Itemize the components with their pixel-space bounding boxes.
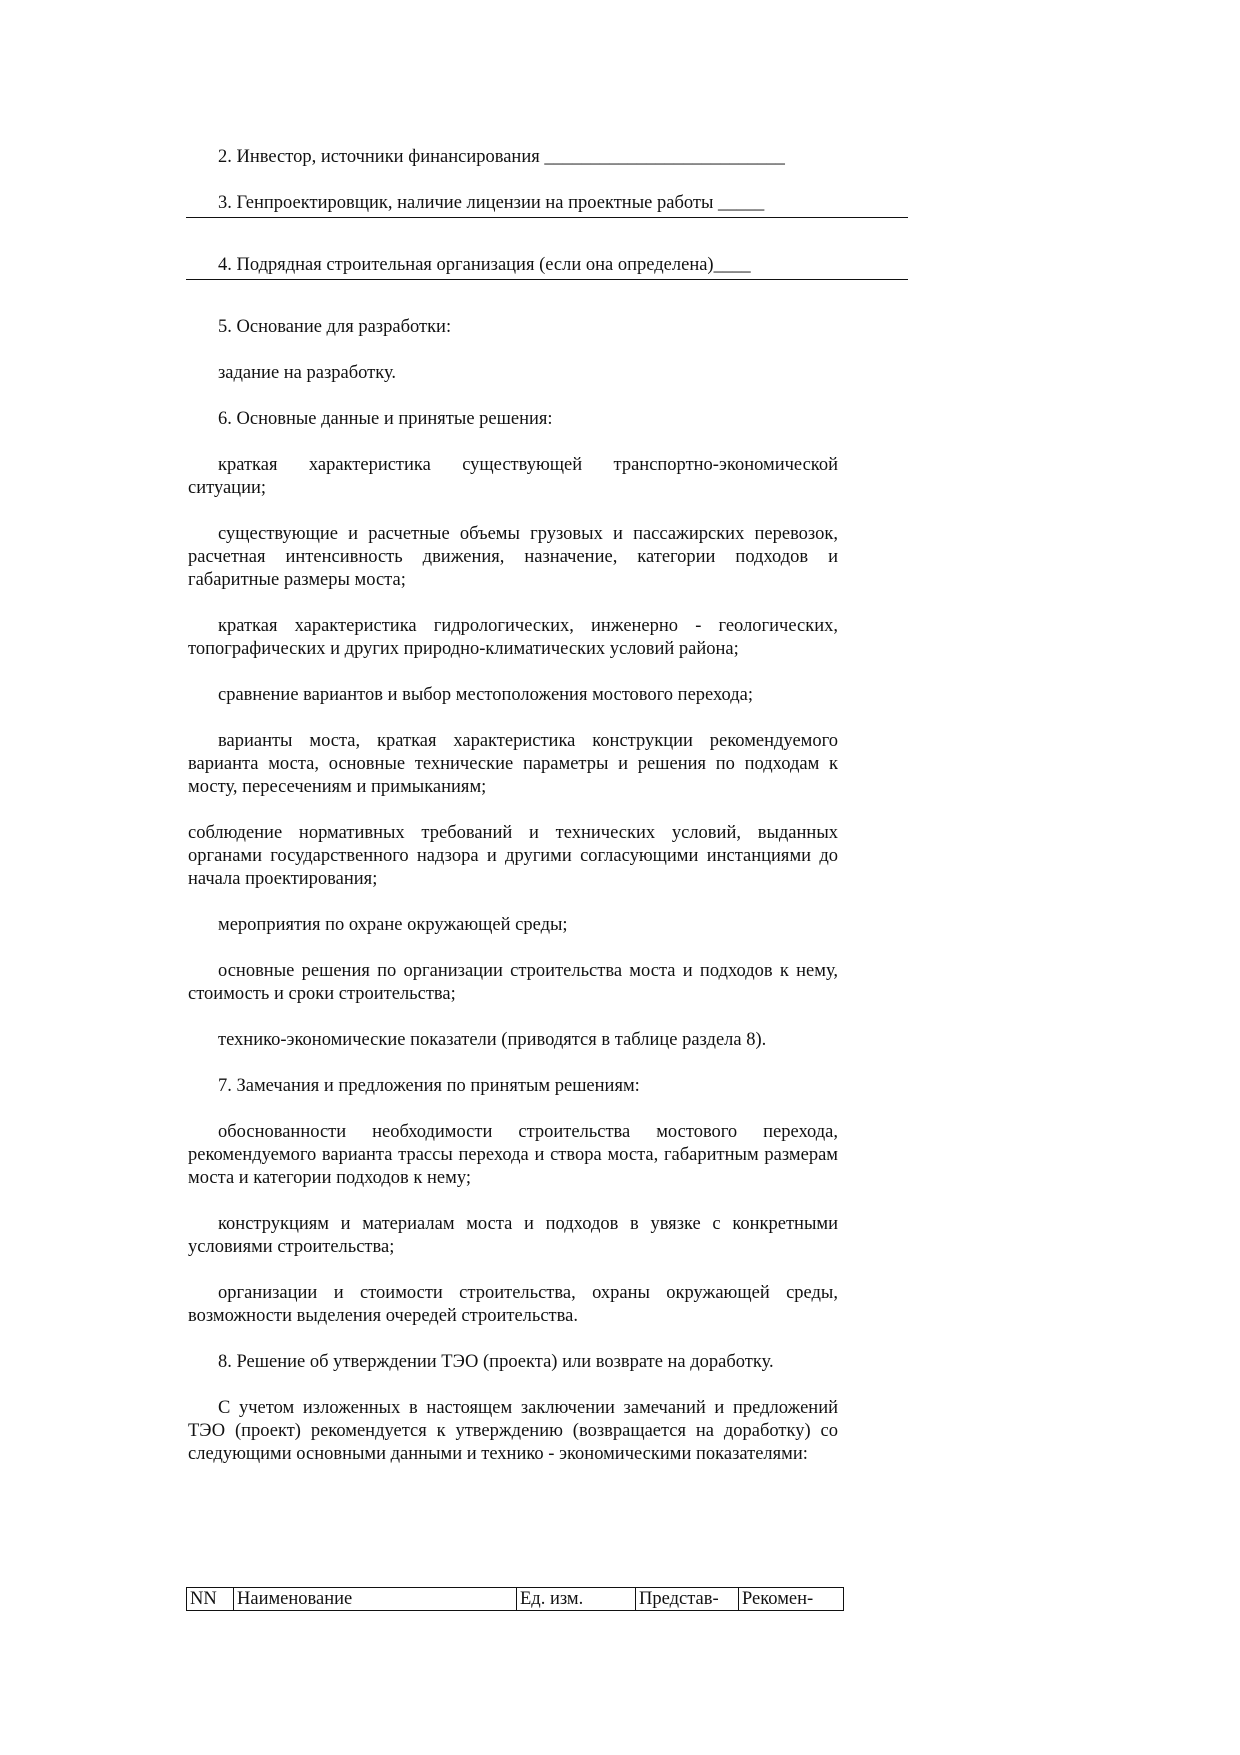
document-body	[188, 146, 838, 1489]
item-general-designer-text: 3. Генпроектировщик, наличие лицензии на проектные работы _____	[218, 193, 765, 213]
item-main-data-i: технико-экономические показатели (приводятся в таблице раздела 8).	[218, 1030, 767, 1050]
item-remarks-a: обоснованности необходимости строительства мостового перехода, рекомендуемого варианта трассы перехода и створа моста, габаритным размерам моста и категории подходов к нему;	[188, 1122, 838, 1188]
item-remarks-c: организации и стоимости строительства, охраны окружающей среды, возможности выделения очередей строительства.	[188, 1283, 838, 1326]
item-main-data-f: соблюдение нормативных требований и технических условий, выданных органами государственного надзора и другими согласующими инстанциями до начала проектирования;	[188, 823, 838, 889]
table-header-nn: NN	[187, 1588, 234, 1611]
blank-line-3	[186, 217, 908, 218]
item-main-data-d: сравнение вариантов и выбор местоположения мостового перехода;	[218, 685, 754, 705]
table-header-unit: Ед. изм.	[517, 1588, 636, 1611]
item-main-data-c: краткая характеристика гидрологических, инженерно - геологических, топографических и других природно-климатических условий района;	[188, 616, 838, 659]
item-main-data-a: краткая характеристика существующей транспортно-экономической ситуации;	[188, 455, 838, 498]
item-contractor-text: 4. Подрядная строительная организация (если она определена)____	[218, 255, 751, 275]
blank-line-4	[186, 279, 908, 280]
item-basis-heading: 5. Основание для разработки:	[218, 317, 452, 337]
item-main-data-g: мероприятия по охране окружающей среды;	[218, 915, 568, 935]
item-main-data-b: существующие и расчетные объемы грузовых и пассажирских перевозок, расчетная интенсивность движения, назначение, категории подходов и габаритные размеры моста;	[188, 524, 838, 590]
item-contractor	[188, 254, 838, 277]
item-main-data-e: варианты моста, краткая характеристика конструкции рекомендуемого варианта моста, основные технические параметры и решения по подходам к мосту, пересечениям и примыканиям;	[188, 731, 838, 797]
indicators-table	[186, 1587, 844, 1611]
item-general-designer	[188, 192, 838, 215]
item-remarks-heading: 7. Замечания и предложения по принятым решениям:	[218, 1076, 640, 1096]
table-header-name: Наименование	[234, 1588, 517, 1611]
item-investor: 2. Инвестор, источники финансирования __________________________	[218, 147, 785, 167]
table-header-recommended: Рекомен-	[739, 1588, 844, 1611]
item-main-data-heading: 6. Основные данные и принятые решения:	[218, 409, 553, 429]
item-main-data-h: основные решения по организации строительства моста и подходов к нему, стоимость и сроки строительства;	[188, 961, 838, 1004]
table-header-presented: Представ-	[636, 1588, 739, 1611]
item-basis-task: задание на разработку.	[218, 363, 396, 383]
item-decision-heading: 8. Решение об утверждении ТЭО (проекта) или возврате на доработку.	[218, 1352, 774, 1372]
item-remarks-b: конструкциям и материалам моста и подходов в увязке с конкретными условиями строительства;	[188, 1214, 838, 1257]
table-header-row	[187, 1588, 844, 1611]
item-decision-text: С учетом изложенных в настоящем заключении замечаний и предложений ТЭО (проект) рекомендуется к утверждению (возвращается на доработку) со следующими основными данными и технико - экономическими показателями:	[188, 1398, 838, 1464]
